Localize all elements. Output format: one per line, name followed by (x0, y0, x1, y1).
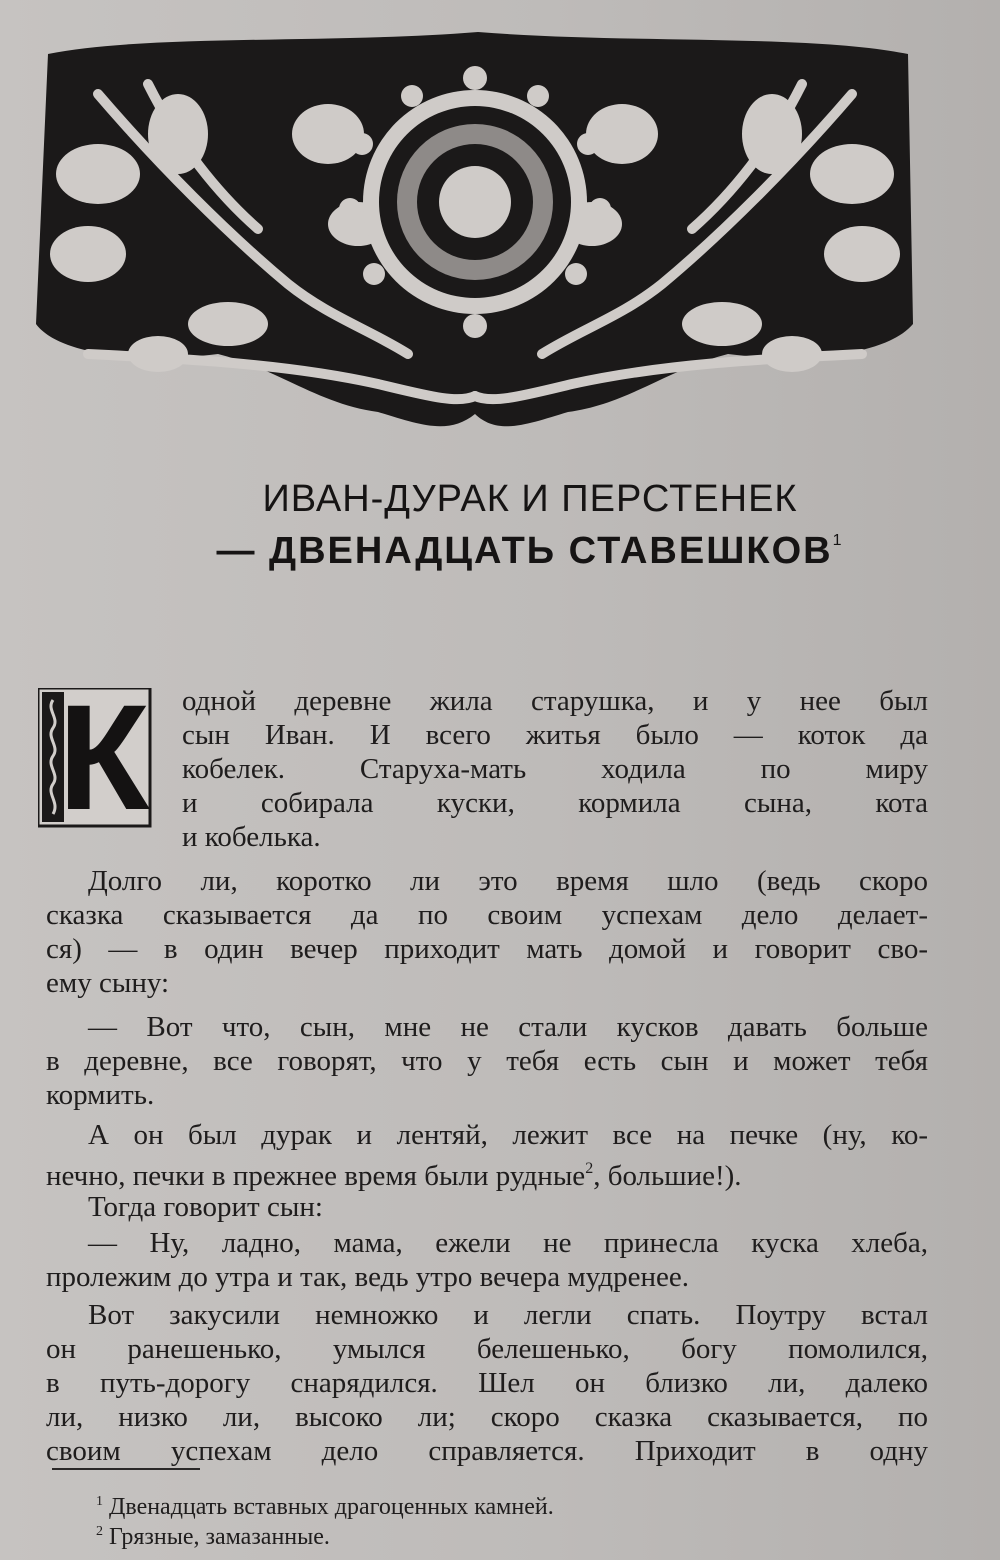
text-line: Долго ли, коротко ли это время шло (ведь скоро (88, 865, 928, 897)
text-line: — Вот что, сын, мне не стали кусков давать больше (88, 1011, 928, 1043)
footnote-2-text: Грязные, замазанные. (109, 1524, 330, 1550)
text-line: сказка сказывается да по своим успехам дело делает- (46, 899, 928, 931)
text-line: пролежим до утра и так, ведь утро вечера мудренее. (46, 1261, 689, 1293)
footnote-1-marker: 1 (96, 1494, 103, 1509)
story-title-line-2 (150, 530, 910, 573)
footnote-2 (96, 1518, 330, 1551)
text-line: сын Иван. И всего житья было — коток да (182, 719, 928, 751)
footnote-1-text: Двенадцать вставных драгоценных камней. (109, 1494, 554, 1520)
text-line: ли, низко ли, высоко ли; скоро сказка сказывается, по (46, 1401, 928, 1433)
text-line-with-footnote (46, 1152, 928, 1193)
text-line: своим успехам дело справляется. Приходит в одну (46, 1435, 928, 1467)
text-line: ся) — в один вечер приходит мать домой и говорит сво- (46, 933, 928, 965)
footnote-divider (52, 1468, 200, 1470)
text-line: одной деревне жила старушка, и у нее был (182, 685, 928, 717)
text-line: Тогда говорит сын: (88, 1191, 323, 1223)
text-line: кормить. (46, 1079, 155, 1111)
footnote-1 (96, 1488, 554, 1521)
title-footnote-marker: 1 (832, 532, 844, 549)
text-line: — Ну, ладно, мама, ежели не принесла куска хлеба, (88, 1227, 928, 1259)
text-line: А он был дурак и лентяй, лежит все на печке (ну, ко- (88, 1119, 928, 1151)
text-line: он ранешенько, умылся белешенько, богу помолился, (46, 1333, 928, 1365)
text-line-part: нечно, печки в прежнее время были рудные (46, 1160, 586, 1192)
story-title-line-2-text: — ДВЕНАДЦАТЬ СТАВЕШКОВ (216, 530, 833, 572)
footnote-marker-2: 2 (585, 1160, 594, 1177)
text-line: в путь-дорогу снарядился. Шел он близко ли, далеко (46, 1367, 928, 1399)
ornament-header-image (28, 24, 922, 436)
drop-cap-letter: К (58, 694, 150, 824)
text-line: кобелек. Старуха-мать ходила по миру (182, 753, 928, 785)
story-title-line-1: ИВАН-ДУРАК И ПЕРСТЕНЕК (262, 478, 798, 520)
text-line: и собирала куски, кормила сына, кота (182, 787, 928, 819)
text-line: и кобелька. (182, 821, 321, 853)
text-line: Вот закусили немножко и легли спать. Поутру встал (88, 1299, 928, 1331)
text-line-part: , большие!). (593, 1160, 742, 1192)
text-line: ему сыну: (46, 967, 170, 999)
footnote-2-marker: 2 (96, 1524, 103, 1539)
text-line: в деревне, все говорят, что у тебя есть сын и может тебя (46, 1045, 928, 1077)
